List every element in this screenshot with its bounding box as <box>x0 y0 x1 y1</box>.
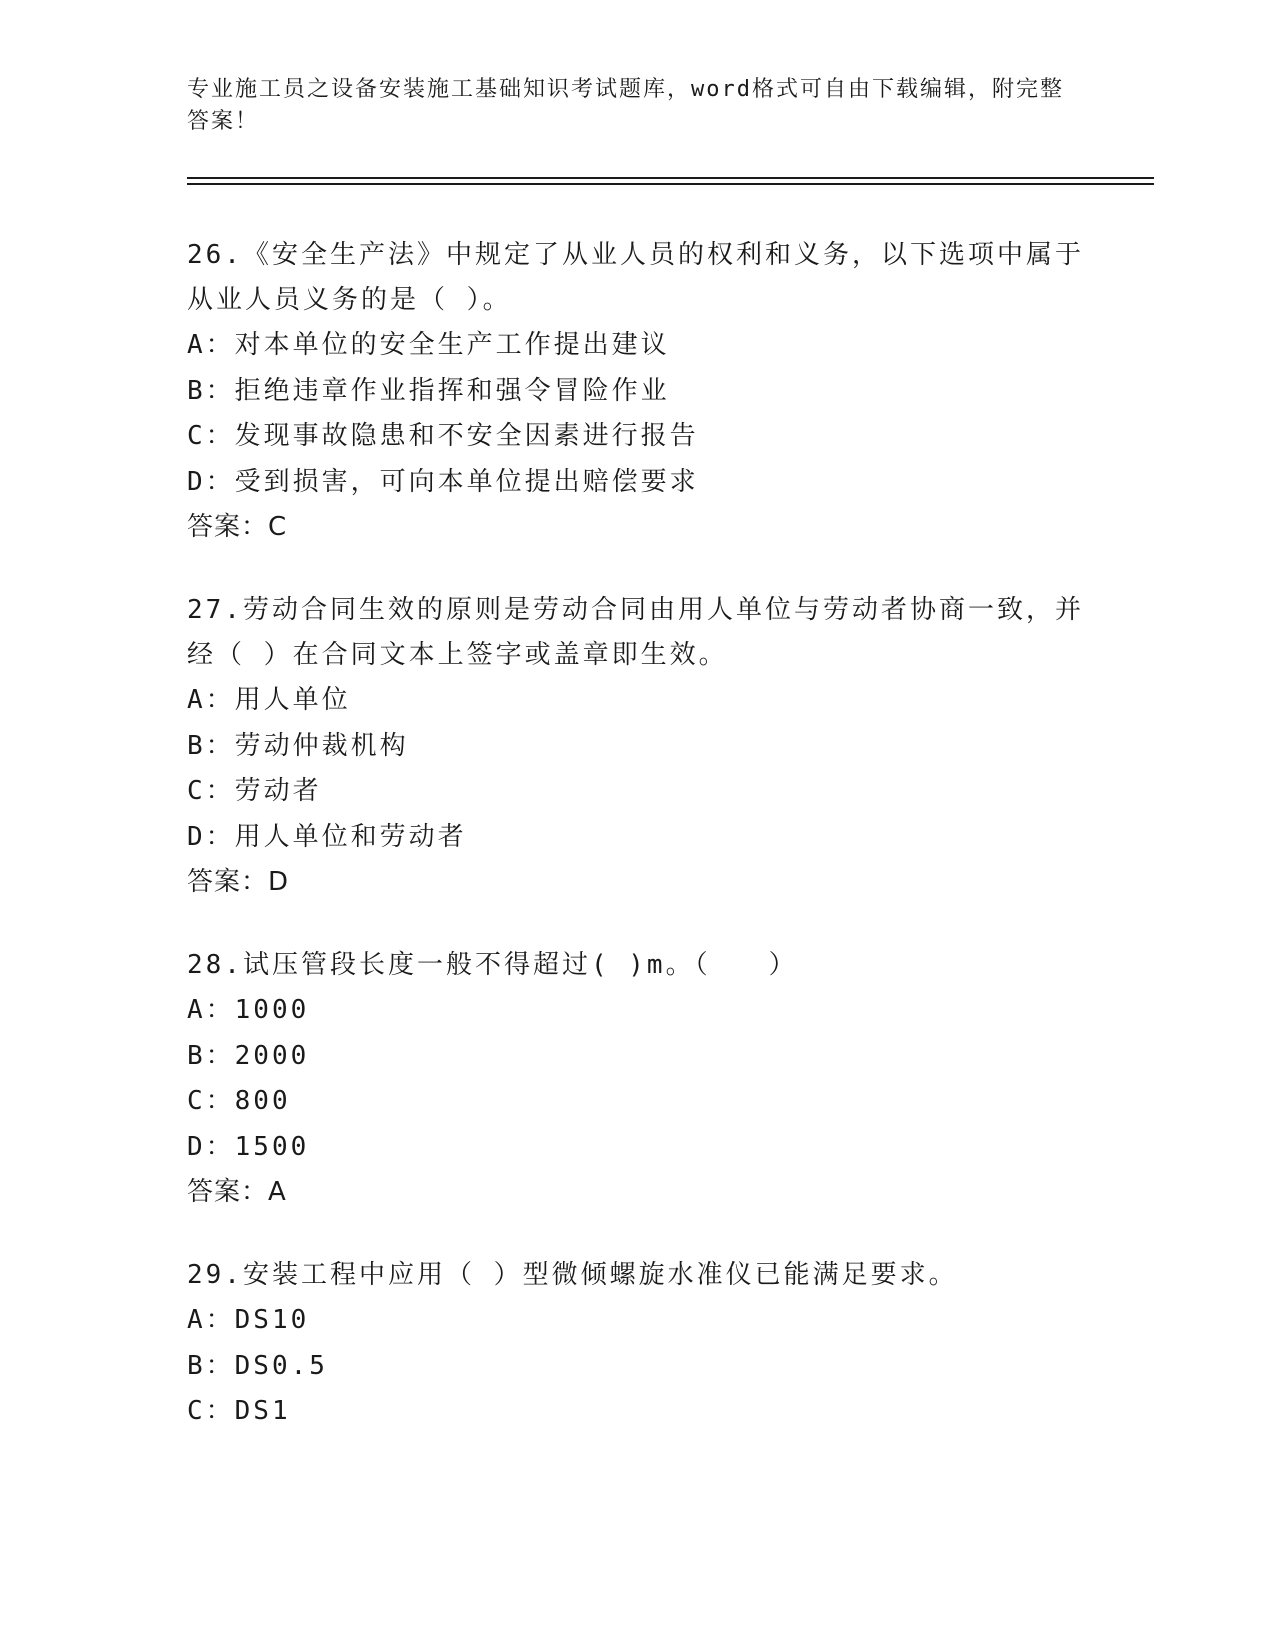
option-c: C：发现事故隐患和不安全因素进行报告 <box>187 421 699 451</box>
option-b: B：劳动仲裁机构 <box>187 730 409 761</box>
question-29 <box>187 1253 1087 1435</box>
question-list <box>187 233 1087 1473</box>
option-c: C：DS1 <box>187 1396 291 1426</box>
question-stem: 29.安装工程中应用（ ）型微倾螺旋水准仪已能满足要求。 <box>187 1260 958 1290</box>
option-c: C：800 <box>187 1086 291 1116</box>
header-divider-top <box>187 177 1154 179</box>
option-c: C：劳动者 <box>187 776 322 806</box>
option-a: A：DS10 <box>187 1305 310 1335</box>
answer-label: 答案：A <box>187 1177 287 1207</box>
option-b: B：DS0.5 <box>187 1350 328 1381</box>
question-28 <box>187 943 1087 1215</box>
option-d: D：1500 <box>187 1131 310 1162</box>
document-header: 专业施工员之设备安装施工基础知识考试题库，word格式可自由下载编辑，附完整答案！ <box>187 77 1064 134</box>
option-d: D：受到损害，可向本单位提出赔偿要求 <box>187 466 699 497</box>
answer-label: 答案：D <box>187 867 290 897</box>
question-26 <box>187 233 1087 550</box>
option-a: A：用人单位 <box>187 685 351 715</box>
option-b: B：2000 <box>187 1040 310 1071</box>
option-b: B：拒绝违章作业指挥和强令冒险作业 <box>187 375 670 406</box>
question-27 <box>187 588 1087 905</box>
option-a: A：1000 <box>187 995 310 1025</box>
option-a: A：对本单位的安全生产工作提出建议 <box>187 330 670 360</box>
option-d: D：用人单位和劳动者 <box>187 821 467 852</box>
question-stem: 28.试压管段长度一般不得超过( )m。（ ） <box>187 950 798 980</box>
header-divider-bottom <box>187 183 1154 185</box>
question-stem: 26.《安全生产法》中规定了从业人员的权利和义务，以下选项中属于从业人员义务的是（ ）。 <box>187 240 1084 315</box>
answer-label: 答案：C <box>187 512 288 542</box>
question-stem: 27.劳动合同生效的原则是劳动合同由用人单位与劳动者协商一致，并经（ ）在合同文本上签字或盖章即生效。 <box>187 595 1084 670</box>
